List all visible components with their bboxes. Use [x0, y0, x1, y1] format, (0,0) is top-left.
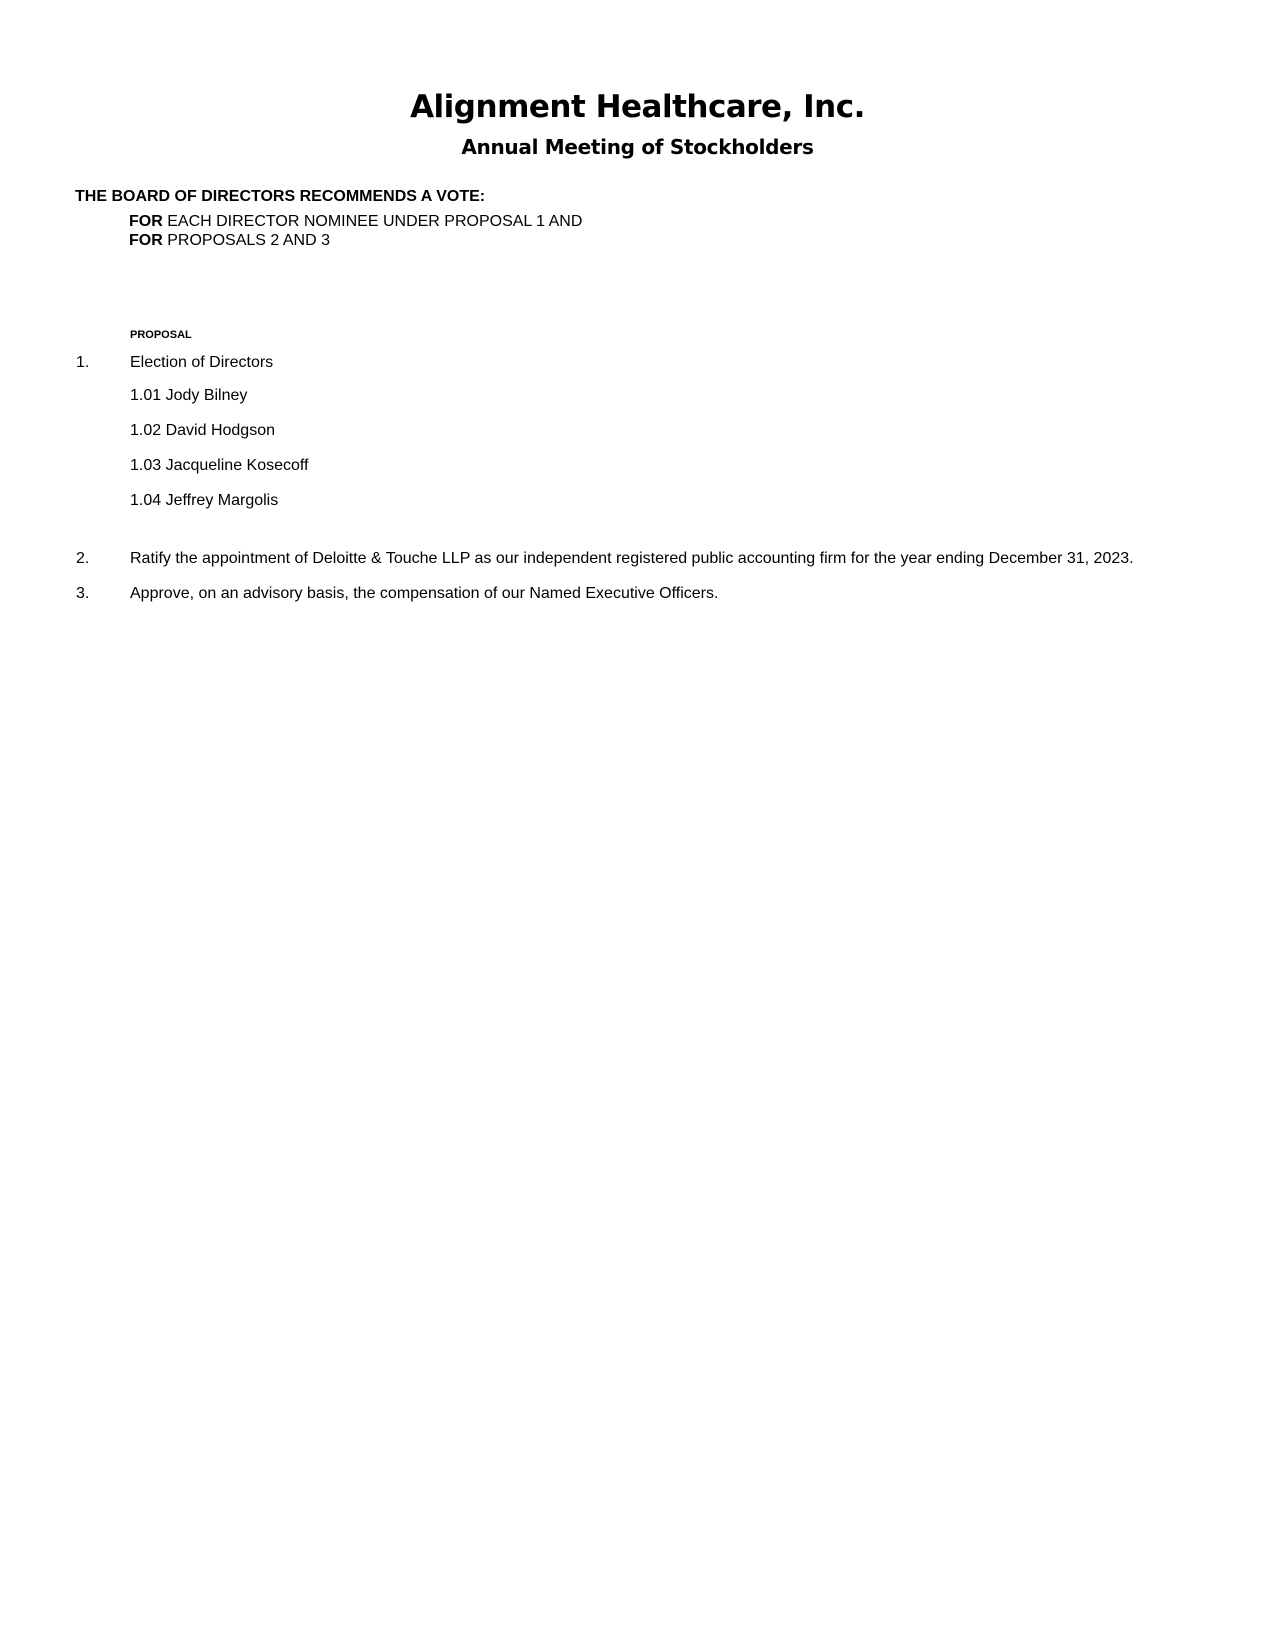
proposal-text: Election of Directors: [130, 354, 274, 371]
proposal-number: 1.: [76, 354, 90, 371]
nominee-item: 1.01 Jody Bilney: [130, 387, 248, 404]
nominee-item: 1.02 David Hodgson: [130, 422, 275, 439]
proposal-column-header: PROPOSAL: [130, 329, 192, 341]
recommendation-emphasis: FOR: [129, 232, 163, 249]
recommendation-line: [129, 231, 330, 250]
recommendation-text: EACH DIRECTOR NOMINEE UNDER PROPOSAL 1 AND: [162, 213, 583, 230]
recommendation-line: [129, 212, 582, 231]
proposal-number: 3.: [76, 585, 90, 602]
nominee-item: 1.03 Jacqueline Kosecoff: [130, 457, 309, 474]
page-title: Alignment Healthcare, Inc.: [410, 89, 865, 125]
proposal-number: 2.: [76, 550, 90, 567]
recommendation-emphasis: FOR: [129, 213, 163, 230]
nominee-item: 1.04 Jeffrey Margolis: [130, 492, 279, 509]
board-recommendation-heading: THE BOARD OF DIRECTORS RECOMMENDS A VOTE:: [75, 188, 486, 205]
proposal-text: Ratify the appointment of Deloitte & Touche LLP as our independent registered public accounting firm for the year ending December 31, 2023.: [130, 550, 1134, 567]
page-subtitle: Annual Meeting of Stockholders: [461, 135, 814, 159]
recommendation-text: PROPOSALS 2 AND 3: [162, 232, 330, 249]
proposal-text: Approve, on an advisory basis, the compensation of our Named Executive Officers.: [130, 585, 719, 602]
